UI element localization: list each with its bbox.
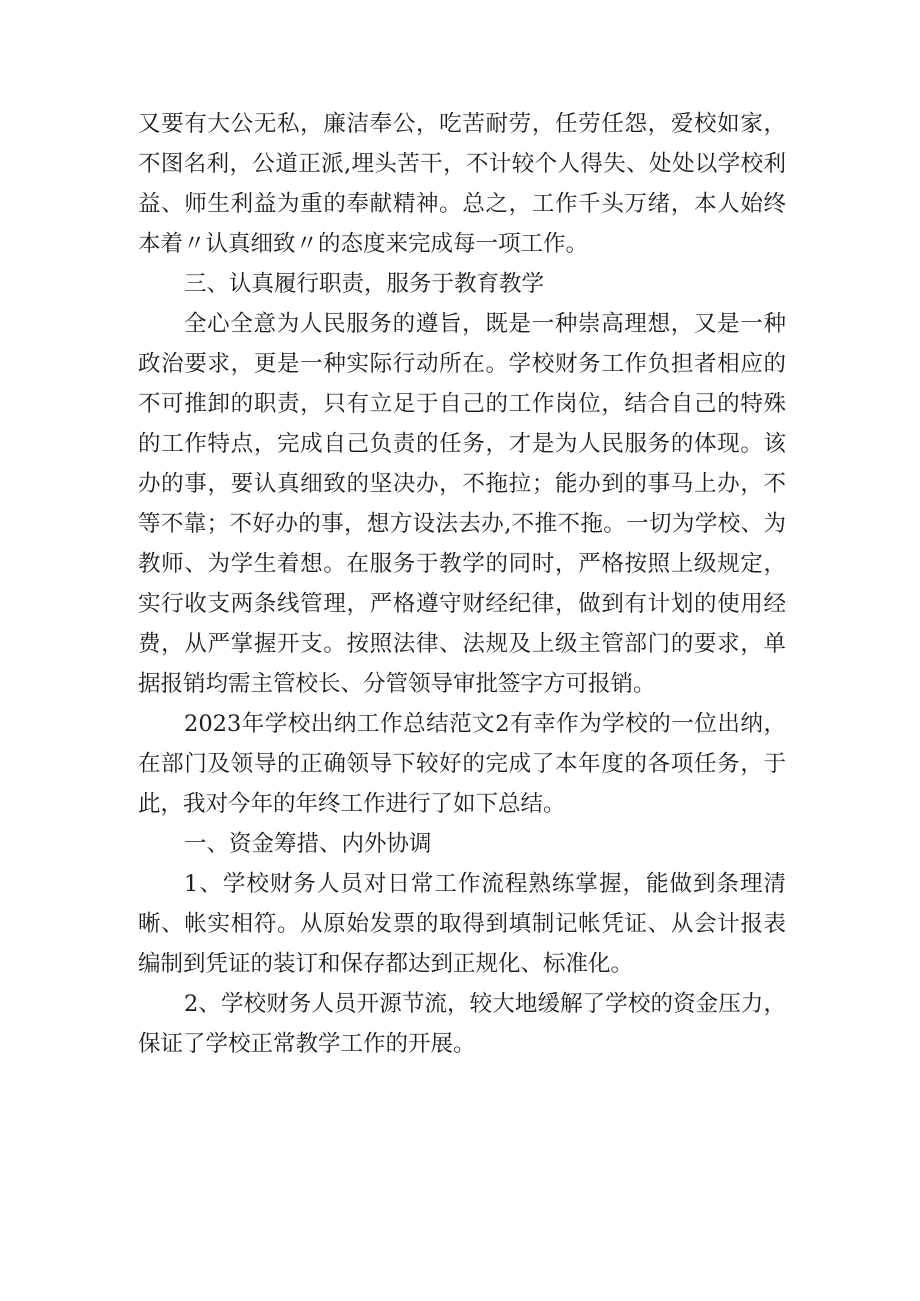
paragraph-service: 全心全意为人民服务的遵旨，既是一种崇高理想，又是一种政治要求，更是一种实际行动所在。学校财务工作负担者相应的不可推卸的职责，只有立足于自己的工作岗位，结合自己的特殊的工作特点，完成自己负责的任务，才是为人民服务的体现。该办的事，要认真细致的坚决办，不拖拉；能办到的事马上办，不等不靠；不好办的事，想方设法去办,不推不拖。一切为学校、为教师、为学生着想。在服务于教学的同时，严格按照上级规定，实行收支两条线管理，严格遵守财经纪律，做到有计划的使用经费，从严掌握开支。按照法律、法规及上级主管部门的要求，单据报销均需主管校长、分管领导审批签字方可报销。 bbox=[138, 311, 786, 697]
paragraph-continuation: 又要有大公无私，廉洁奉公，吃苦耐劳，任劳任怨，爱校如家，不图名利，公道正派,埋头苦干，不计较个人得失、处处以学校利益、师生利益为重的奉献精神。总之，工作千头万绪，本人始终本着〃认真细致〃的态度来完成每一项工作。 bbox=[138, 111, 786, 257]
paragraph-item-1: 1、学校财务人员对日常工作流程熟练掌握，能做到条理清晰、帐实相符。从原始发票的取得到填制记帐凭证、从会计报表编制到凭证的装订和保存都达到正规化、标准化。 bbox=[138, 871, 786, 977]
document-body bbox=[138, 104, 786, 1064]
section-heading-3: 三、认真履行职责，服务于教育教学 bbox=[184, 271, 545, 297]
paragraph-summary-intro: 2023年学校出纳工作总结范文2有幸作为学校的一位出纳，在部门及领导的正确领导下较好的完成了本年度的各项任务，于此，我对今年的年终工作进行了如下总结。 bbox=[138, 711, 786, 817]
paragraph-item-2: 2、学校财务人员开源节流，较大地缓解了学校的资金压力，保证了学校正常教学工作的开展。 bbox=[138, 991, 786, 1057]
section-heading-1: 一、资金筹措、内外协调 bbox=[184, 831, 432, 857]
